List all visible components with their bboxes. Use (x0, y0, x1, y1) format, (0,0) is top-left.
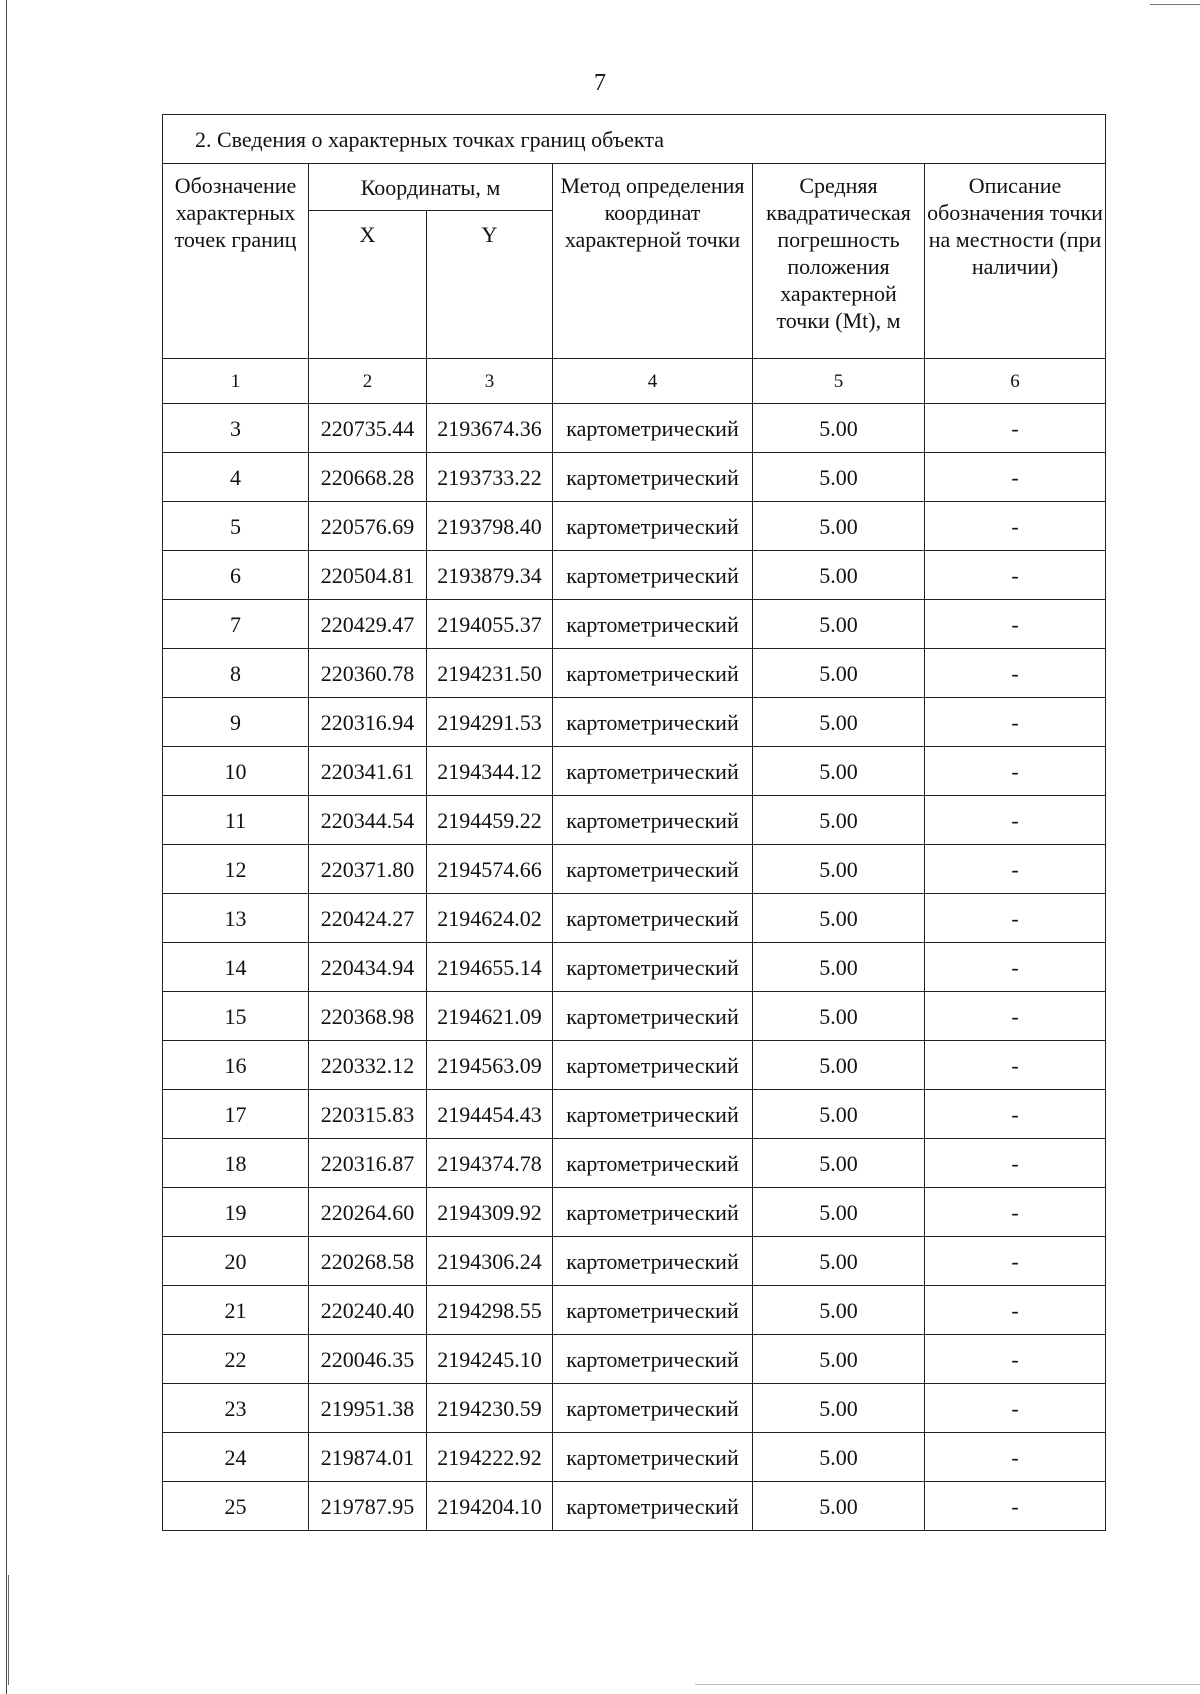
cell-point-id: 13 (163, 894, 309, 943)
cell-y: 2194204.10 (427, 1482, 553, 1531)
section-title-row (163, 115, 1106, 164)
cell-description: - (925, 453, 1106, 502)
cell-x: 220576.69 (309, 502, 427, 551)
cell-error: 5.00 (753, 698, 925, 747)
cell-x: 220371.80 (309, 845, 427, 894)
header-method: Метод определения координат характерной точки (553, 164, 753, 359)
column-number-row (163, 359, 1106, 404)
cell-error: 5.00 (753, 404, 925, 453)
table-row (163, 600, 1106, 649)
table-row (163, 747, 1106, 796)
cell-x: 220668.28 (309, 453, 427, 502)
table-row (163, 1335, 1106, 1384)
table-row (163, 1188, 1106, 1237)
cell-point-id: 12 (163, 845, 309, 894)
cell-y: 2194309.92 (427, 1188, 553, 1237)
cell-y: 2194344.12 (427, 747, 553, 796)
cell-point-id: 4 (163, 453, 309, 502)
cell-y: 2193879.34 (427, 551, 553, 600)
cell-method: картометрический (553, 943, 753, 992)
cell-error: 5.00 (753, 1433, 925, 1482)
cell-x: 220332.12 (309, 1041, 427, 1090)
table-row (163, 551, 1106, 600)
cell-y: 2194222.92 (427, 1433, 553, 1482)
column-number: 1 (163, 359, 309, 404)
cell-description: - (925, 600, 1106, 649)
cell-x: 219951.38 (309, 1384, 427, 1433)
cell-point-id: 20 (163, 1237, 309, 1286)
table-row (163, 1384, 1106, 1433)
cell-description: - (925, 649, 1106, 698)
cell-error: 5.00 (753, 845, 925, 894)
cell-point-id: 25 (163, 1482, 309, 1531)
cell-x: 220368.98 (309, 992, 427, 1041)
table-row (163, 1090, 1106, 1139)
cell-description: - (925, 1335, 1106, 1384)
cell-point-id: 21 (163, 1286, 309, 1335)
cell-error: 5.00 (753, 649, 925, 698)
cell-error: 5.00 (753, 1482, 925, 1531)
cell-point-id: 18 (163, 1139, 309, 1188)
header-designation: Обозначение характерных точек границ (163, 164, 309, 359)
header-y: Y (427, 211, 553, 359)
cell-description: - (925, 796, 1106, 845)
cell-y: 2194231.50 (427, 649, 553, 698)
cell-method: картометрический (553, 649, 753, 698)
cell-y: 2194621.09 (427, 992, 553, 1041)
cell-x: 220316.87 (309, 1139, 427, 1188)
cell-error: 5.00 (753, 943, 925, 992)
cell-x: 220429.47 (309, 600, 427, 649)
table-row (163, 453, 1106, 502)
cell-error: 5.00 (753, 894, 925, 943)
scan-edge-top (1150, 4, 1200, 5)
cell-x: 220504.81 (309, 551, 427, 600)
table-row (163, 1139, 1106, 1188)
header-x: X (309, 211, 427, 359)
cell-method: картометрический (553, 1384, 753, 1433)
cell-error: 5.00 (753, 1139, 925, 1188)
cell-method: картометрический (553, 404, 753, 453)
header-row (163, 164, 1106, 211)
cell-point-id: 7 (163, 600, 309, 649)
cell-description: - (925, 502, 1106, 551)
cell-y: 2194306.24 (427, 1237, 553, 1286)
cell-method: картометрический (553, 1335, 753, 1384)
cell-point-id: 10 (163, 747, 309, 796)
cell-x: 220240.40 (309, 1286, 427, 1335)
cell-x: 220424.27 (309, 894, 427, 943)
cell-y: 2194291.53 (427, 698, 553, 747)
cell-y: 2194230.59 (427, 1384, 553, 1433)
cell-x: 220264.60 (309, 1188, 427, 1237)
cell-method: картометрический (553, 894, 753, 943)
boundary-points-table (162, 114, 1106, 1531)
cell-method: картометрический (553, 796, 753, 845)
cell-error: 5.00 (753, 1237, 925, 1286)
column-number: 4 (553, 359, 753, 404)
cell-y: 2194655.14 (427, 943, 553, 992)
table-body (163, 115, 1106, 1531)
column-number: 2 (309, 359, 427, 404)
table-row (163, 894, 1106, 943)
cell-description: - (925, 1090, 1106, 1139)
cell-error: 5.00 (753, 1041, 925, 1090)
cell-point-id: 19 (163, 1188, 309, 1237)
table-row (163, 698, 1106, 747)
cell-point-id: 15 (163, 992, 309, 1041)
cell-description: - (925, 698, 1106, 747)
cell-method: картометрический (553, 1139, 753, 1188)
cell-description: - (925, 1384, 1106, 1433)
section-title: 2. Сведения о характерных точках границ объекта (163, 115, 1106, 164)
cell-error: 5.00 (753, 796, 925, 845)
cell-method: картометрический (553, 551, 753, 600)
cell-x: 220434.94 (309, 943, 427, 992)
cell-point-id: 14 (163, 943, 309, 992)
cell-description: - (925, 1237, 1106, 1286)
cell-error: 5.00 (753, 453, 925, 502)
cell-error: 5.00 (753, 992, 925, 1041)
cell-description: - (925, 747, 1106, 796)
cell-y: 2194055.37 (427, 600, 553, 649)
cell-y: 2193674.36 (427, 404, 553, 453)
cell-y: 2194624.02 (427, 894, 553, 943)
cell-y: 2194454.43 (427, 1090, 553, 1139)
cell-method: картометрический (553, 1433, 753, 1482)
cell-error: 5.00 (753, 747, 925, 796)
cell-method: картометрический (553, 1286, 753, 1335)
column-number: 5 (753, 359, 925, 404)
scan-edge-bottom (695, 1684, 1200, 1685)
cell-method: картометрический (553, 1090, 753, 1139)
page-number: 7 (594, 70, 606, 96)
cell-x: 220268.58 (309, 1237, 427, 1286)
cell-y: 2194574.66 (427, 845, 553, 894)
table-row (163, 404, 1106, 453)
cell-method: картометрический (553, 1237, 753, 1286)
cell-description: - (925, 1433, 1106, 1482)
cell-point-id: 22 (163, 1335, 309, 1384)
cell-x: 220341.61 (309, 747, 427, 796)
cell-x: 220315.83 (309, 1090, 427, 1139)
cell-point-id: 24 (163, 1433, 309, 1482)
table-row (163, 1482, 1106, 1531)
cell-description: - (925, 943, 1106, 992)
table-row (163, 845, 1106, 894)
column-number: 6 (925, 359, 1106, 404)
cell-description: - (925, 1041, 1106, 1090)
cell-error: 5.00 (753, 502, 925, 551)
cell-method: картометрический (553, 1482, 753, 1531)
cell-method: картометрический (553, 502, 753, 551)
cell-error: 5.00 (753, 600, 925, 649)
cell-point-id: 9 (163, 698, 309, 747)
cell-x: 220360.78 (309, 649, 427, 698)
cell-point-id: 23 (163, 1384, 309, 1433)
cell-description: - (925, 894, 1106, 943)
cell-description: - (925, 1482, 1106, 1531)
cell-description: - (925, 1139, 1106, 1188)
cell-point-id: 11 (163, 796, 309, 845)
cell-y: 2194459.22 (427, 796, 553, 845)
cell-error: 5.00 (753, 1090, 925, 1139)
cell-method: картометрический (553, 845, 753, 894)
cell-method: картометрический (553, 698, 753, 747)
cell-point-id: 6 (163, 551, 309, 600)
cell-y: 2193798.40 (427, 502, 553, 551)
table-row (163, 1237, 1106, 1286)
cell-error: 5.00 (753, 1286, 925, 1335)
cell-y: 2194563.09 (427, 1041, 553, 1090)
cell-description: - (925, 845, 1106, 894)
table-row (163, 796, 1106, 845)
table-row (163, 1433, 1106, 1482)
cell-description: - (925, 1286, 1106, 1335)
scan-edge-left (6, 0, 7, 1694)
header-coordinates: Координаты, м (309, 164, 553, 211)
cell-x: 220344.54 (309, 796, 427, 845)
cell-y: 2194245.10 (427, 1335, 553, 1384)
cell-point-id: 3 (163, 404, 309, 453)
cell-x: 219874.01 (309, 1433, 427, 1482)
cell-description: - (925, 404, 1106, 453)
cell-description: - (925, 992, 1106, 1041)
table-row (163, 1286, 1106, 1335)
table-row (163, 992, 1106, 1041)
cell-method: картометрический (553, 453, 753, 502)
cell-y: 2194298.55 (427, 1286, 553, 1335)
table-row (163, 943, 1106, 992)
cell-point-id: 16 (163, 1041, 309, 1090)
table-row (163, 1041, 1106, 1090)
cell-error: 5.00 (753, 1384, 925, 1433)
cell-error: 5.00 (753, 1188, 925, 1237)
cell-error: 5.00 (753, 551, 925, 600)
cell-method: картометрический (553, 600, 753, 649)
cell-description: - (925, 551, 1106, 600)
header-error: Средняя квадратическая погрешность положения характерной точки (Mt), м (753, 164, 925, 359)
column-number: 3 (427, 359, 553, 404)
cell-method: картометрический (553, 747, 753, 796)
header-description: Описание обозначения точки на местности (при наличии) (925, 164, 1106, 359)
cell-description: - (925, 1188, 1106, 1237)
cell-error: 5.00 (753, 1335, 925, 1384)
cell-y: 2193733.22 (427, 453, 553, 502)
cell-point-id: 8 (163, 649, 309, 698)
cell-y: 2194374.78 (427, 1139, 553, 1188)
cell-x: 220735.44 (309, 404, 427, 453)
cell-x: 219787.95 (309, 1482, 427, 1531)
cell-method: картометрический (553, 1188, 753, 1237)
cell-method: картометрический (553, 1041, 753, 1090)
cell-x: 220046.35 (309, 1335, 427, 1384)
cell-point-id: 17 (163, 1090, 309, 1139)
cell-point-id: 5 (163, 502, 309, 551)
cell-x: 220316.94 (309, 698, 427, 747)
table-row (163, 649, 1106, 698)
scan-edge-left-lower (8, 1575, 9, 1685)
cell-method: картометрический (553, 992, 753, 1041)
table-row (163, 502, 1106, 551)
